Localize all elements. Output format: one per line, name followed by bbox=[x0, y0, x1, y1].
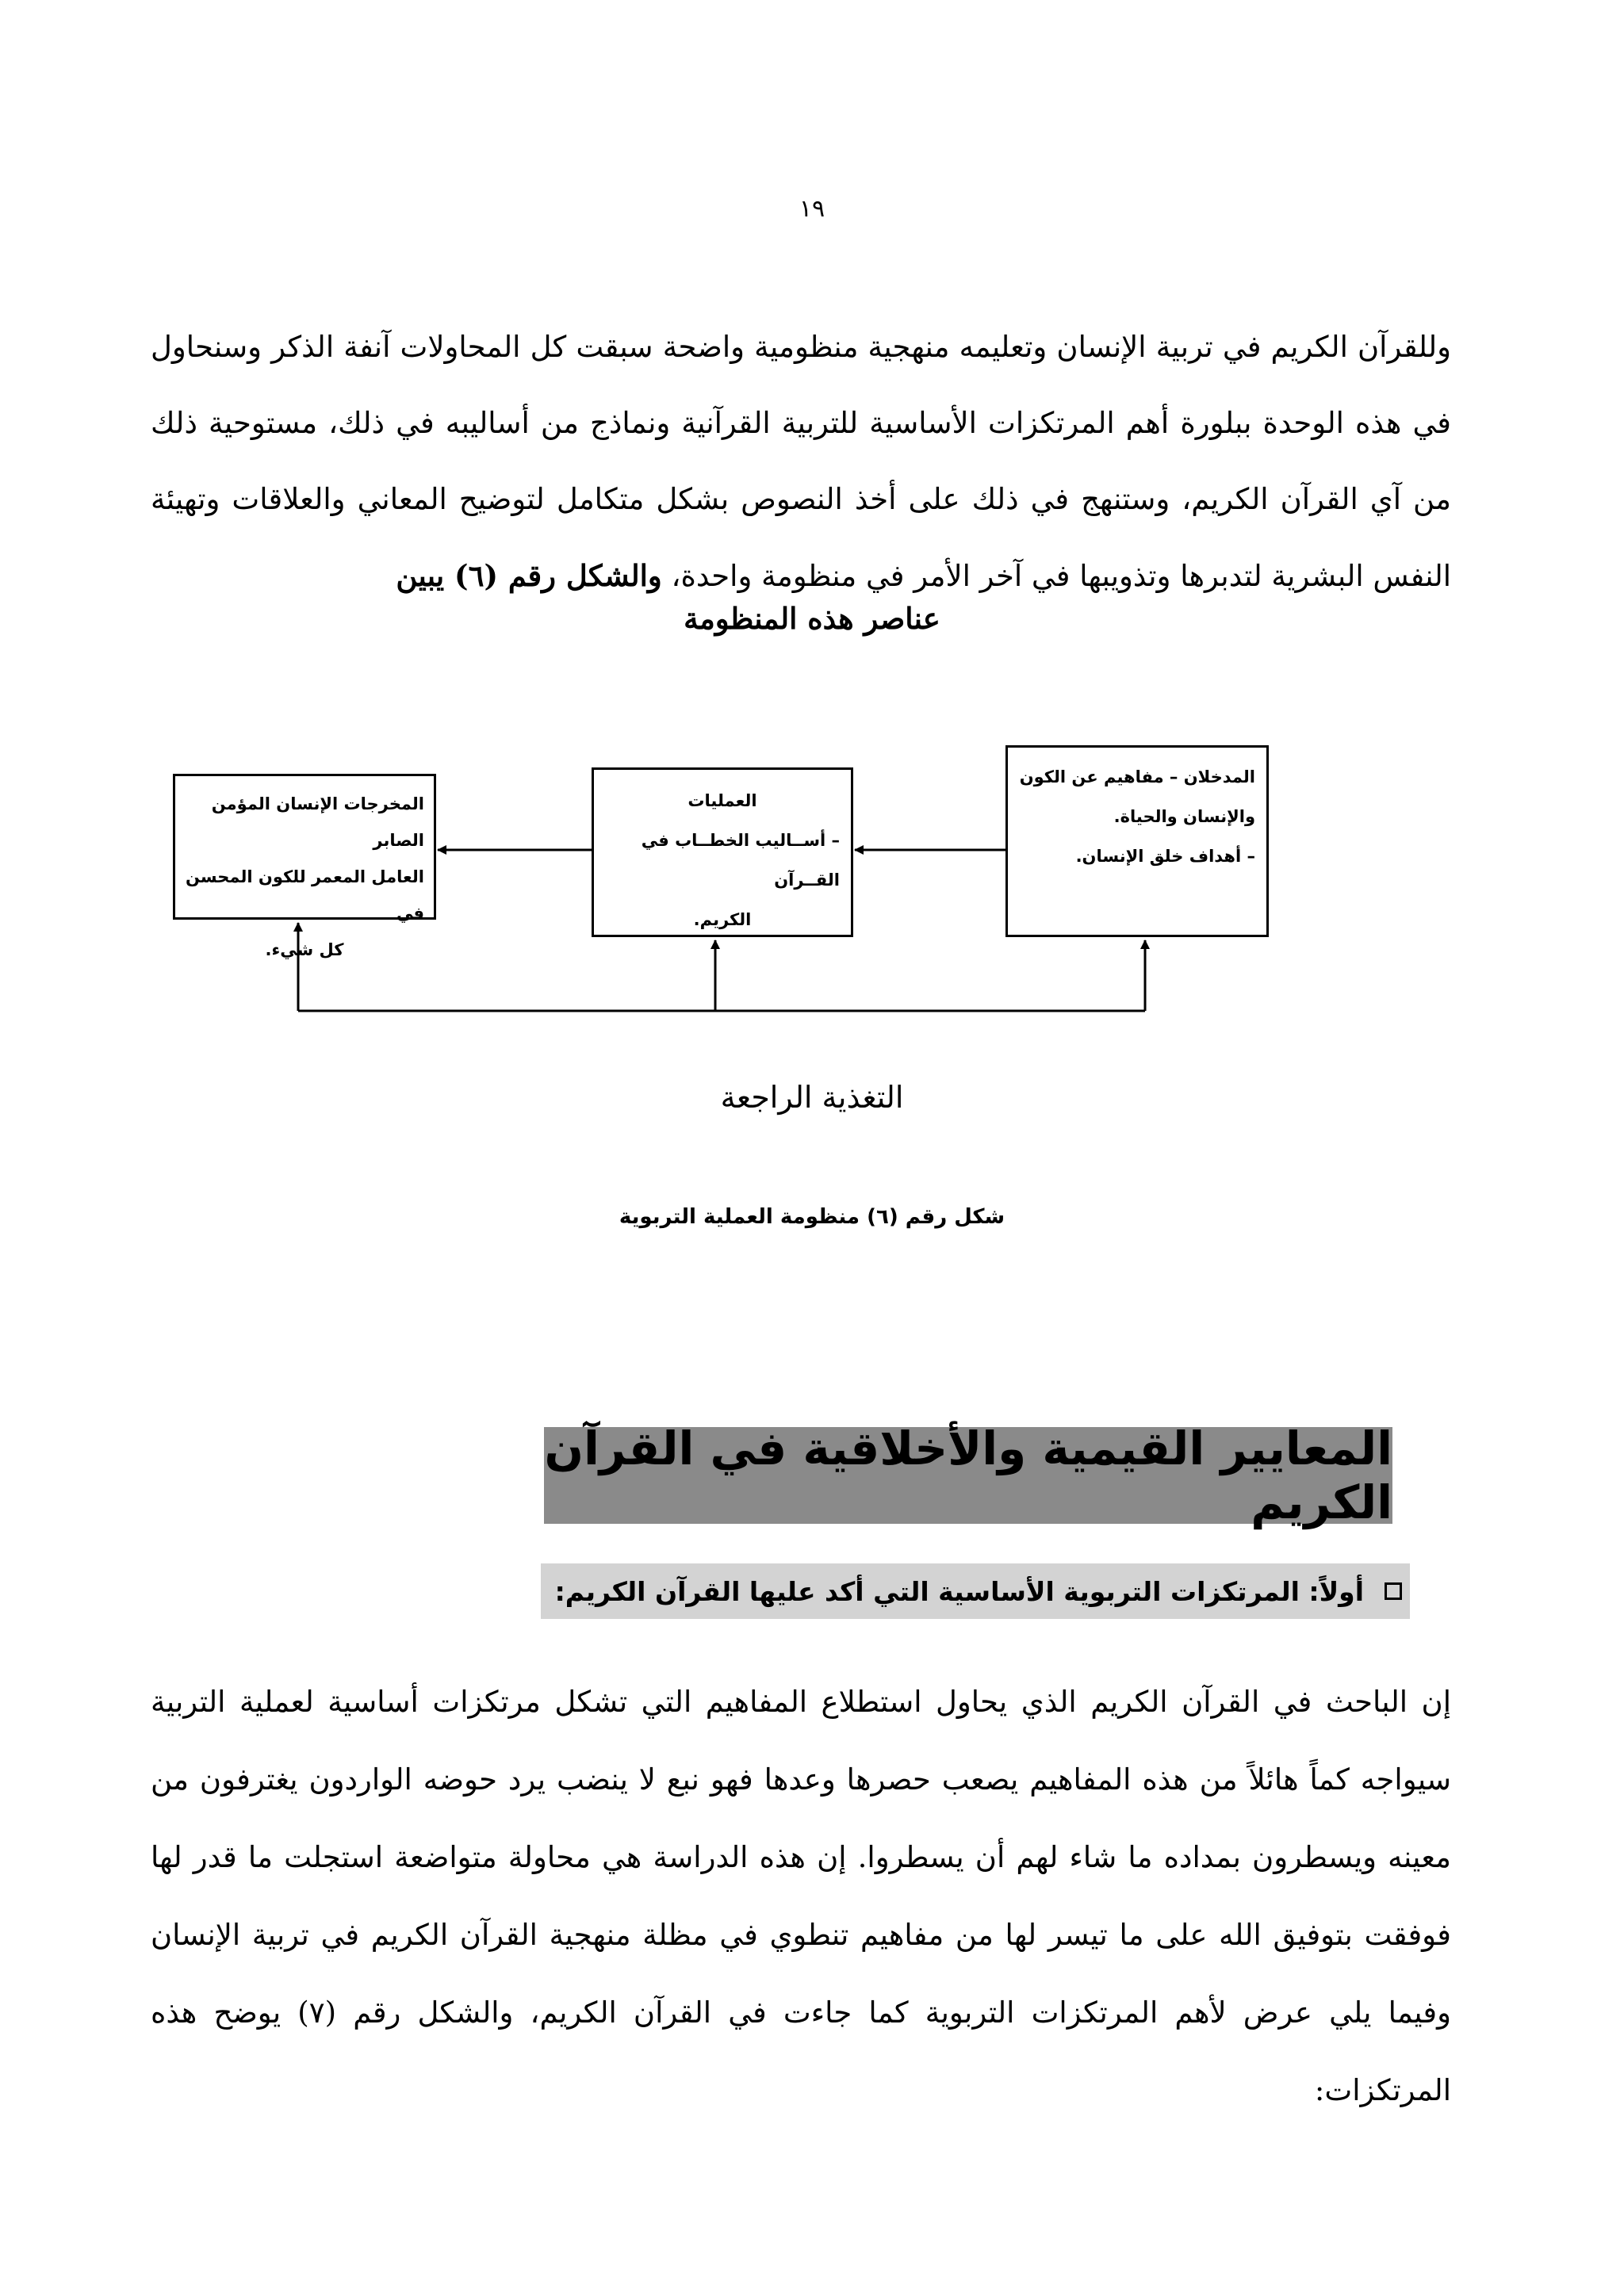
system-diagram bbox=[159, 745, 1285, 1015]
section-heading: المعايير القيمية والأخلاقية في القرآن الكريم bbox=[544, 1422, 1392, 1529]
intro-paragraph bbox=[151, 309, 1451, 614]
intro-figure-reference: والشكل رقم (٦) يبين bbox=[396, 558, 662, 593]
outputs-line-3: كل شيء. bbox=[265, 940, 344, 959]
body-paragraph: إن الباحث في القرآن الكريم الذي يحاول استطلاع المفاهيم التي تشكل مرتكزات أساسية لعملية التربية سيواجه كماً هائلاً من هذه المفاهيم يصعب حصرها وعدها فهو نبع لا ينضب يرد حوضه الواردون يغترفون من معينه ويسطرون بمداده ما شاء لهم أن يسطروا. إن هذه الدراسة هي محاولة متواضعة استجلت ما قدر لها فوفقت بتوفيق الله على ما تيسر لها من مفاهيم تنطوي في مظلة منهجية القرآن الكريم في تربية الإنسان وفيما يلي عرض لأهم المرتكزات التربوية كما جاءت في القرآن الكريم، والشكل رقم (٧) يوضح هذه المرتكزات: bbox=[151, 1685, 1451, 2107]
subheading bbox=[541, 1563, 1410, 1619]
inputs-line-2: والإنسان والحياة. bbox=[1113, 807, 1255, 826]
page-number: ١٩ bbox=[799, 195, 825, 223]
processes-title: العمليات bbox=[688, 791, 757, 810]
intro-text: وللقرآن الكريم في تربية الإنسان وتعليمه منهجية منظومية واضحة سبقت كل المحاولات آنفة الذكر وسنحاول في هذه الوحدة ببلورة أهم المرتكزات الأساسية للتربية القرآنية ونماذج من أساليبه في ذلك، مستوحية ذلك من آي القرآن الكريم، وستنهج في ذلك على أخذ النصوص بشكل متكامل لتوضيح المعاني والعلاقات وتهيئة النفس البشرية لتدبرها وتذويبها في آخر الأمر في منظومة واحدة، bbox=[151, 330, 1451, 593]
intro-last-line: عناصر هذه المنظومة bbox=[684, 601, 940, 636]
inputs-title: المدخلان – مفاهيم عن الكون bbox=[1019, 767, 1255, 786]
feedback-label: التغذية الراجعة bbox=[720, 1080, 904, 1115]
outputs-line-1: المخرجات الإنسان المؤمن الصابر bbox=[211, 794, 424, 850]
inputs-line-3: – أهداف خلق الإنسان. bbox=[1075, 847, 1255, 866]
processes-line-2: – أســاليب الخطــاب في القــرآن bbox=[641, 831, 840, 890]
subheading-text: أولاً: المرتكزات التربوية الأساسية التي أكد عليها القرآن الكريم: bbox=[554, 1575, 1364, 1607]
processes-line-3: الكريم. bbox=[693, 910, 752, 929]
inputs-box bbox=[1005, 745, 1269, 937]
outputs-box bbox=[173, 774, 436, 959]
processes-box bbox=[592, 767, 853, 937]
checkbox-icon bbox=[1385, 1582, 1402, 1600]
figure-caption: شكل رقم (٦) منظومة العملية التربوية bbox=[619, 1205, 1005, 1229]
outputs-line-2: العامل المعمر للكون المحسن في bbox=[186, 867, 424, 923]
